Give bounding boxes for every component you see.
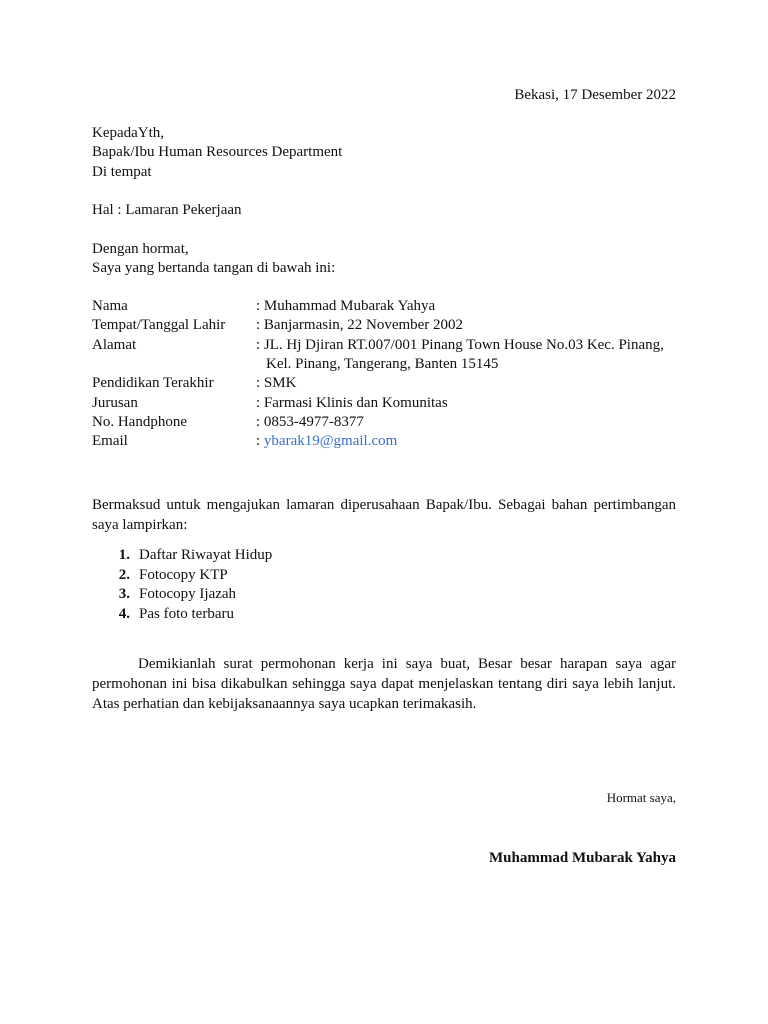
- value-nama: [256, 297, 435, 316]
- value-handphone: [256, 413, 364, 432]
- value-email: [256, 432, 397, 451]
- closing-paragraph: [92, 654, 676, 714]
- attachment-item: Fotocopy Ijazah: [139, 586, 237, 602]
- value-jurusan: [256, 394, 448, 413]
- colon-separator: :: [256, 317, 264, 333]
- greeting-line: Dengan hormat,: [92, 241, 189, 257]
- attachment-item: Daftar Riwayat Hidup: [139, 547, 273, 563]
- value-pendidikan: [256, 374, 296, 393]
- pendidikan-text: SMK: [263, 375, 297, 391]
- signer-name: Muhammad Mubarak Yahya: [489, 850, 676, 866]
- nama-text: Muhammad Mubarak Yahya: [263, 298, 436, 314]
- intro-line: Saya yang bertanda tangan di bawah ini:: [92, 260, 336, 276]
- colon-separator: :: [256, 375, 264, 391]
- colon-separator: :: [256, 414, 264, 430]
- place-date: Bekasi, 17 Desember 2022: [514, 87, 676, 103]
- attachment-item: Pas foto terbaru: [139, 606, 234, 622]
- colon-separator: :: [256, 298, 264, 314]
- attachment-number: 1.: [118, 547, 130, 563]
- label-jurusan: Jurusan: [92, 395, 138, 411]
- closing-paragraph-text: Demikianlah surat permohonan kerja ini saya buat, Besar besar harapan saya agar permohonan ini bisa dikabulkan sehingga saya dapat menjelaskan tentang diri saya lebih lanjut. Atas perhatian dan kebijaksanaannya saya ucapkan terimakasih.: [92, 656, 676, 712]
- ttl-text: Banjarmasin, 22 November 2002: [263, 317, 464, 333]
- attachment-number: 3.: [118, 586, 130, 602]
- email-link[interactable]: ybarak19@gmail.com: [263, 433, 398, 449]
- value-alamat-line2: Kel. Pinang, Tangerang, Banten 15145: [266, 356, 499, 372]
- attachment-number: 2.: [118, 567, 130, 583]
- colon-separator: :: [256, 395, 264, 411]
- letter-subject: Hal : Lamaran Pekerjaan: [92, 202, 242, 218]
- label-handphone: No. Handphone: [92, 414, 187, 430]
- value-ttl: [256, 316, 463, 335]
- recipient-location: Di tempat: [92, 164, 152, 180]
- recipient-salutation: KepadaYth,: [92, 125, 165, 141]
- attachment-number: 4.: [118, 606, 130, 622]
- label-pendidikan: Pendidikan Terakhir: [92, 375, 214, 391]
- colon-separator: :: [256, 433, 264, 449]
- colon-separator: :: [256, 337, 264, 353]
- intro-paragraph: Bermaksud untuk mengajukan lamaran diperusahaan Bapak/Ibu. Sebagai bahan pertimbangan saya lampirkan:: [92, 497, 676, 533]
- jurusan-text: Farmasi Klinis dan Komunitas: [263, 395, 448, 411]
- recipient-department: Bapak/Ibu Human Resources Department: [92, 144, 343, 160]
- closing-salutation: Hormat saya,: [606, 790, 676, 805]
- value-alamat-line1: [256, 336, 664, 355]
- alamat-text-1: JL. Hj Djiran RT.007/001 Pinang Town House No.03 Kec. Pinang,: [263, 337, 664, 353]
- label-nama: Nama: [92, 298, 128, 314]
- attachment-item: Fotocopy KTP: [139, 567, 228, 583]
- label-email: Email: [92, 433, 128, 449]
- label-alamat: Alamat: [92, 337, 137, 353]
- label-ttl: Tempat/Tanggal Lahir: [92, 317, 226, 333]
- handphone-text: 0853-4977-8377: [263, 414, 364, 430]
